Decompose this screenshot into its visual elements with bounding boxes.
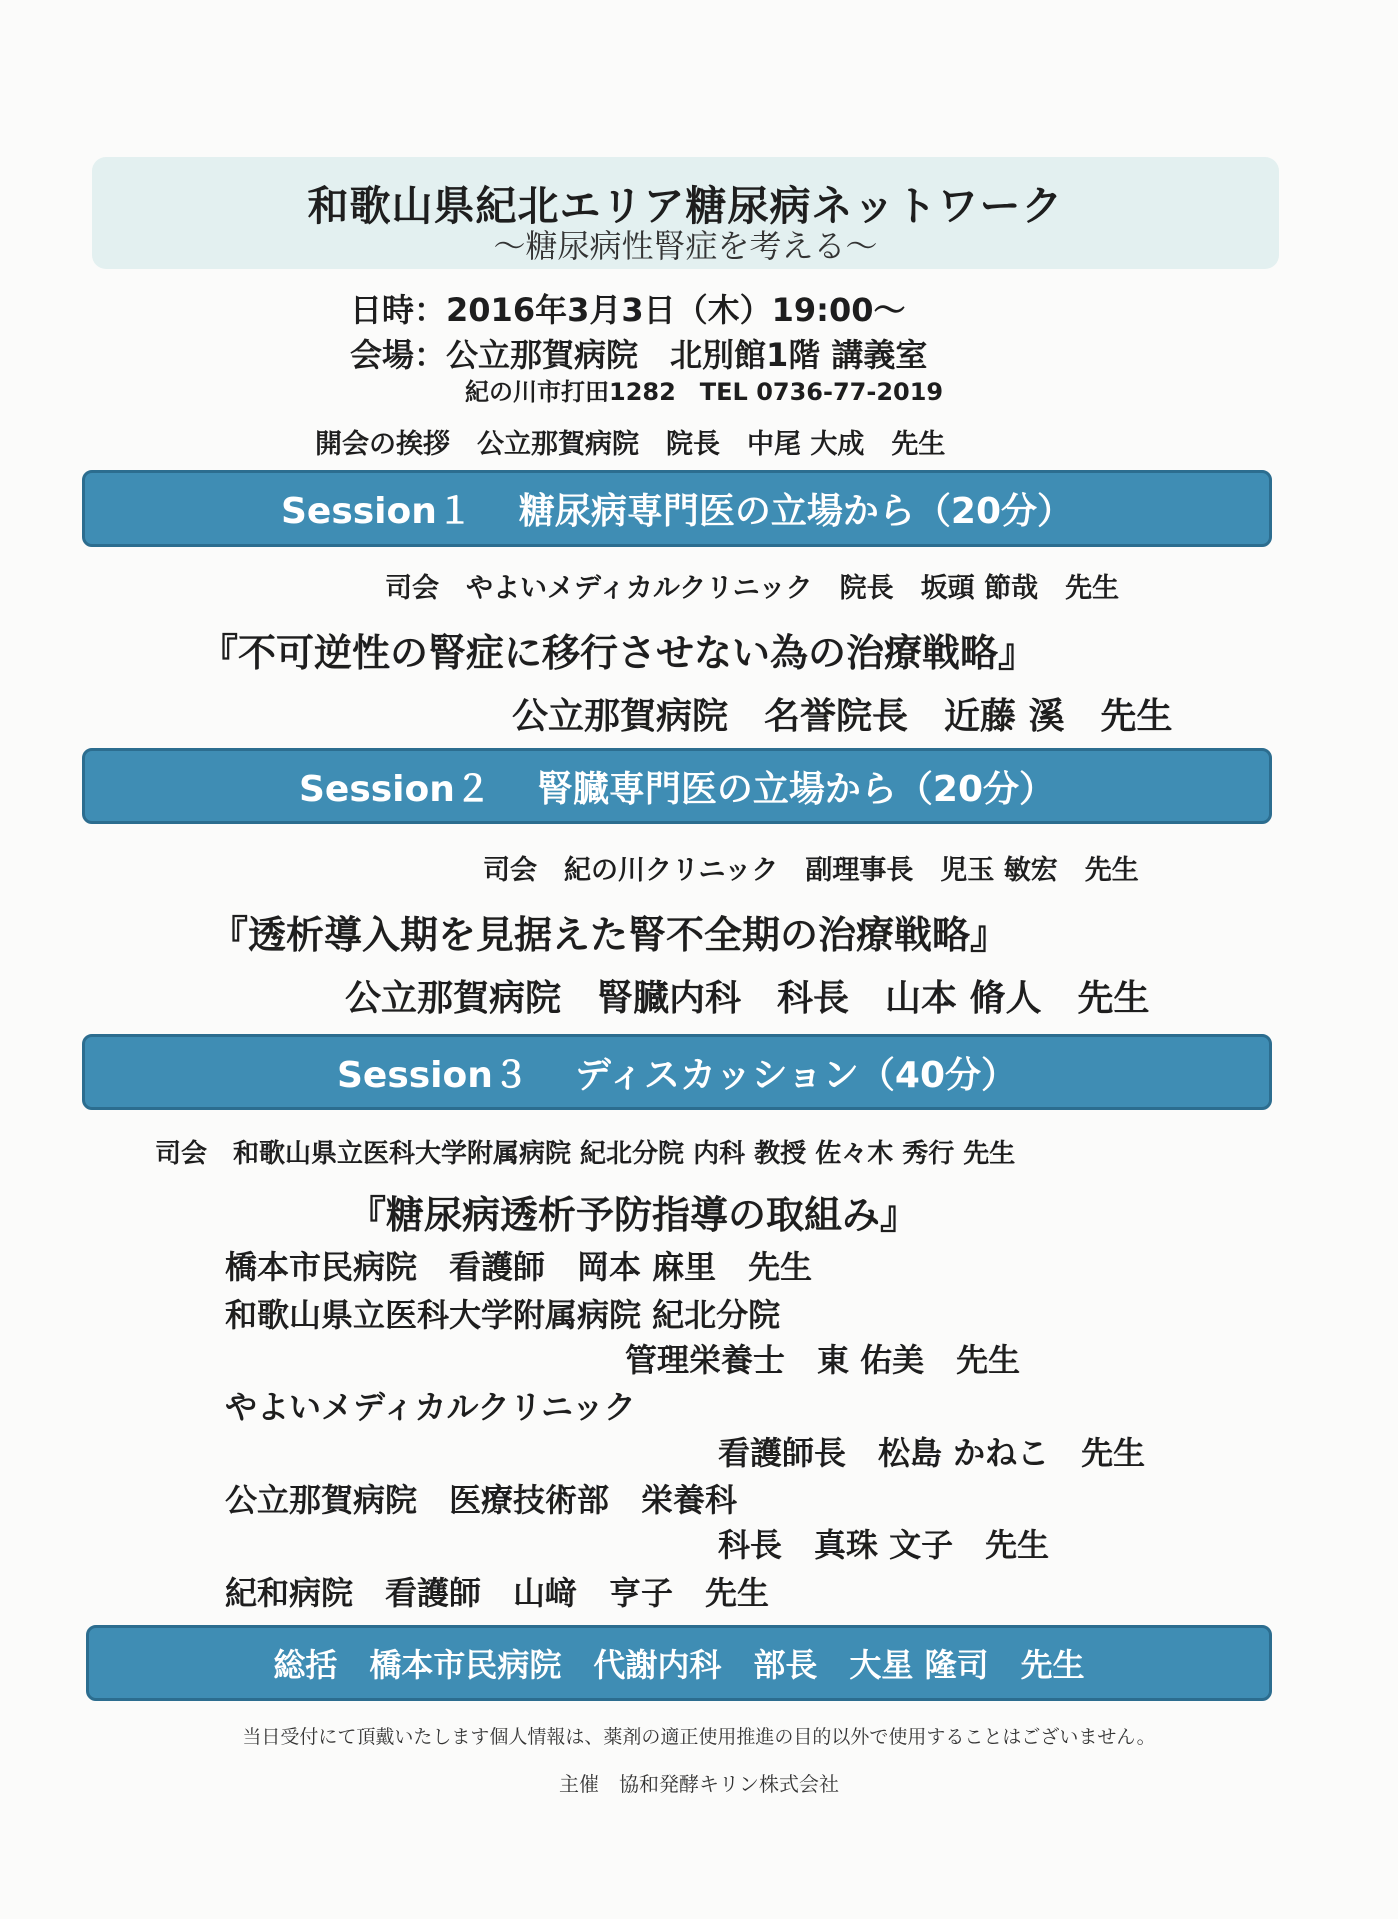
panelist-line-8: 紀和病院 看護師 山﨑 亨子 先生 bbox=[225, 1574, 770, 1612]
date-label: 日時： bbox=[350, 291, 447, 329]
panelist-line-1: 橋本市民病院 看護師 岡本 麻里 先生 bbox=[225, 1248, 813, 1286]
title-box bbox=[92, 157, 1279, 269]
date-line bbox=[350, 285, 905, 331]
session-1-label: Session１ bbox=[280, 491, 473, 532]
session-1-moderator: 司会 やよいメディカルクリニック 院長 坂頭 節哉 先生 bbox=[385, 573, 1120, 604]
event-subtitle: ～糖尿病性腎症を考える～ bbox=[493, 227, 878, 265]
venue-line bbox=[350, 330, 927, 376]
session-2-label: Session２ bbox=[298, 768, 491, 810]
panelist-line-7: 科長 真珠 文子 先生 bbox=[718, 1526, 1050, 1564]
session-1-lecture-title: 『不可逆性の腎症に移行させない為の治療戦略』 bbox=[200, 631, 1037, 675]
panelist-line-2: 和歌山県立医科大学附属病院 紀北分院 bbox=[225, 1296, 781, 1334]
session-3-label: Session３ bbox=[336, 1054, 529, 1096]
session-3-band bbox=[82, 1034, 1272, 1110]
event-title: 和歌山県紀北エリア糖尿病ネットワーク bbox=[307, 182, 1064, 230]
address: 紀の川市打田1282 TEL 0736-77-2019 bbox=[465, 378, 944, 406]
venue-value: 公立那賀病院 北別館1階 講義室 bbox=[446, 336, 928, 374]
session-2-title: 腎臓専門医の立場から（20分） bbox=[536, 768, 1055, 810]
session-1-title: 糖尿病専門医の立場から（20分） bbox=[518, 491, 1073, 532]
session-2-moderator: 司会 紀の川クリニック 副理事長 児玉 敏宏 先生 bbox=[483, 855, 1139, 886]
session-2-band bbox=[82, 748, 1272, 824]
summary-band bbox=[86, 1625, 1272, 1701]
panelist-line-6: 公立那賀病院 医療技術部 栄養科 bbox=[225, 1481, 738, 1519]
venue-label: 会場： bbox=[350, 336, 447, 374]
panelist-line-3: 管理栄養士 東 佑美 先生 bbox=[625, 1341, 1021, 1379]
session-1-speaker: 公立那賀病院 名誉院長 近藤 溪 先生 bbox=[512, 696, 1173, 737]
panelist-line-4: やよいメディカルクリニック bbox=[225, 1388, 636, 1426]
opening-remarks: 開会の挨拶 公立那賀病院 院長 中尾 大成 先生 bbox=[315, 429, 946, 460]
session-2-speaker: 公立那賀病院 腎臓内科 科長 山本 脩人 先生 bbox=[345, 978, 1150, 1019]
privacy-notice: 当日受付にて頂戴いたします個人情報は、薬剤の適正使用推進の目的以外で使用することはございません。 bbox=[242, 1726, 1156, 1748]
date-value: 2016年3月3日（木）19:00～ bbox=[446, 291, 906, 329]
session-3-lecture-title: 『糖尿病透析予防指導の取組み』 bbox=[348, 1193, 919, 1237]
session-3-title: ディスカッション（40分） bbox=[574, 1054, 1018, 1096]
panelist-line-5: 看護師長 松島 かねこ 先生 bbox=[718, 1434, 1146, 1472]
summary-text: 総括 橋本市民病院 代謝内科 部長 大星 隆司 先生 bbox=[273, 1646, 1085, 1684]
sponsor: 主催 協和発酵キリン株式会社 bbox=[559, 1772, 839, 1796]
session-3-moderator: 司会 和歌山県立医科大学附属病院 紀北分院 内科 教授 佐々木 秀行 先生 bbox=[155, 1139, 1016, 1169]
session-2-lecture-title: 『透析導入期を見据えた腎不全期の治療戦略』 bbox=[210, 913, 1009, 957]
session-1-band bbox=[82, 470, 1272, 547]
